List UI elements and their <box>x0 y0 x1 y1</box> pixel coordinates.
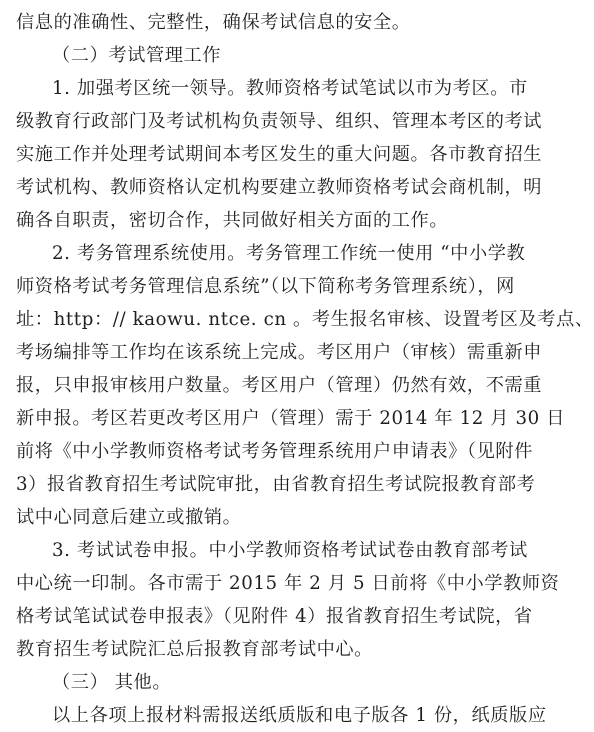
paragraph-3-line-4: 教育招生考试院汇总后报教育部考试中心。 <box>16 639 373 660</box>
paragraph-3-line-1: 3. 考试试卷申报。中小学教师资格考试试卷由教育部考试 <box>52 540 528 561</box>
paragraph-2-line-5: 报，只申报审核用户数量。考区用户（管理）仍然有效，不需重 <box>16 375 543 396</box>
paragraph-1-line-4: 考试机构、教师资格认定机构要建立教师资格考试会商机制，明 <box>16 177 543 198</box>
paragraph-2-line-3: 址：http：// kaowu. ntce. cn 。考生报名审核、设置考区及考点、 <box>16 309 594 330</box>
paragraph-2-line-9: 试中心同意后建立或撤销。 <box>16 507 242 528</box>
paragraph-1-line-1: 1. 加强考区统一领导。教师资格考试笔试以市为考区。市 <box>52 78 528 99</box>
paragraph-3-line-3: 格考试笔试试卷申报表》（见附件 4）报省教育招生考试院，省 <box>16 606 533 627</box>
paragraph-2-line-1: 2. 考务管理系统使用。考务管理工作统一使用 “中小学教 <box>52 243 526 264</box>
section-heading-2: （二）考试管理工作 <box>52 45 222 66</box>
paragraph-2-line-2: 师资格考试考务管理信息系统”（以下简称考务管理系统），网 <box>16 276 515 297</box>
text-line-1: 信息的准确性、完整性，确保考试信息的安全。 <box>16 12 411 33</box>
paragraph-2-line-6: 新申报。考区若更改考区用户（管理）需于 2014 年 12 月 30 日 <box>16 408 565 429</box>
section-heading-3: （三） 其他。 <box>52 672 172 693</box>
paragraph-1-line-2: 级教育行政部门及考试机构负责领导、组织、管理本考区的考试 <box>16 111 543 132</box>
paragraph-3-line-2: 中心统一印制。各市需于 2015 年 2 月 5 日前将《中小学教师资 <box>16 573 560 594</box>
paragraph-1-line-3: 实施工作并处理考试期间本考区发生的重大问题。各市教育招生 <box>16 144 543 165</box>
paragraph-4-line-1: 以上各项上报材料需报送纸质版和电子版各 1 份，纸质版应 <box>52 705 547 726</box>
paragraph-2-line-7: 前将《中小学教师资格考试考务管理系统用户申请表》（见附件 <box>16 441 533 462</box>
paragraph-2-line-4: 考场编排等工作均在该系统上完成。考区用户（审核）需重新申 <box>16 342 543 363</box>
paragraph-1-line-5: 确各自职责，密切合作，共同做好相关方面的工作。 <box>16 210 449 231</box>
paragraph-2-line-8: 3）报省教育招生考试院审批，由省教育招生考试院报教育部考 <box>16 474 536 495</box>
